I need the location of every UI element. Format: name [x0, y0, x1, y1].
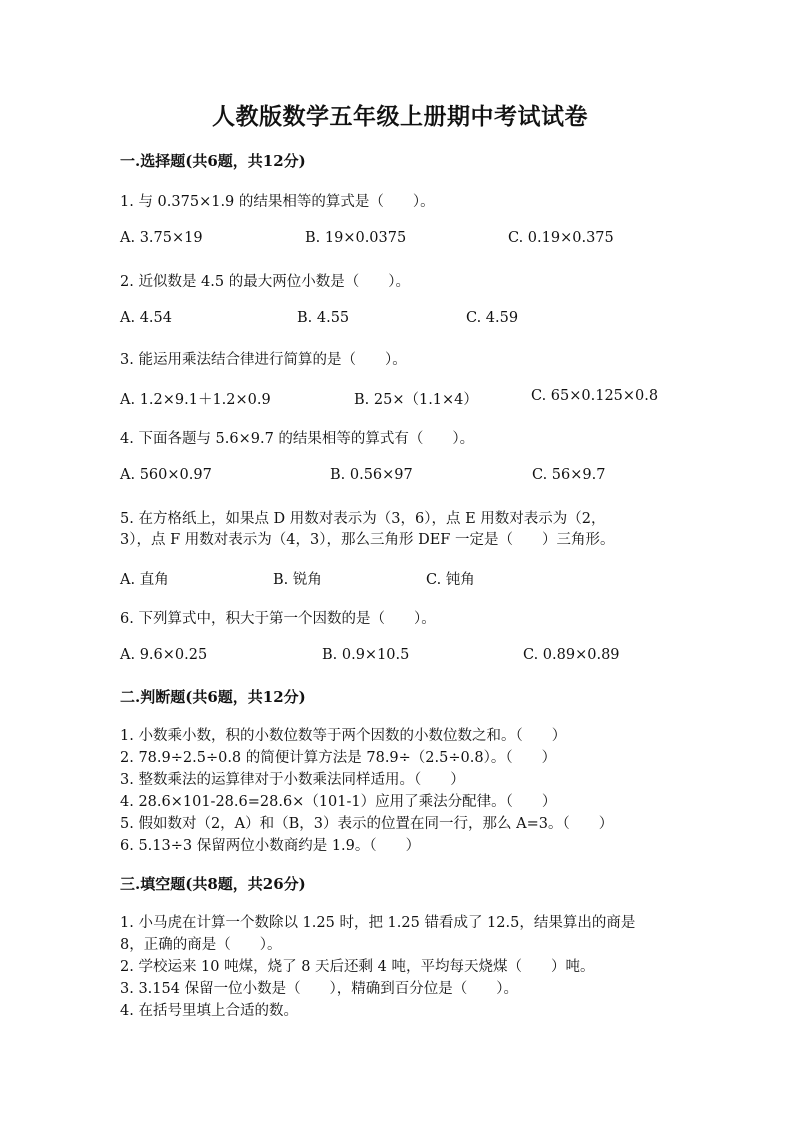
- question-2: 2. 近似数是 4.5 的最大两位小数是（ ）。: [120, 274, 410, 290]
- section-heading-fill-blank: 三.填空题(共8题，共26分): [120, 875, 306, 893]
- question-6: 6. 下列算式中，积大于第一个因数的是（ ）。: [120, 611, 436, 627]
- option-b: B. 25×（1.1×4）: [354, 392, 478, 408]
- option-c: C. 4.59: [466, 310, 519, 326]
- fill-blank-line: 8，正确的商是（ ）。: [120, 937, 282, 953]
- option-c: C. 56×9.7: [532, 467, 606, 483]
- judgment-item: 5. 假如数对（2，A）和（B，3）表示的位置在同一行，那么 A=3。（ ）: [120, 816, 614, 832]
- option-b: B. 19×0.0375: [305, 230, 407, 246]
- judgment-item: 3. 整数乘法的运算律对于小数乘法同样适用。（ ）: [120, 772, 465, 788]
- option-a: A. 3.75×19: [120, 230, 203, 246]
- option-c: C. 0.19×0.375: [508, 230, 614, 246]
- option-c: C. 钝角: [426, 572, 475, 588]
- section-heading-judgment: 二.判断题(共6题，共12分): [120, 688, 306, 706]
- question-4: 4. 下面各题与 5.6×9.7 的结果相等的算式有（ ）。: [120, 431, 475, 447]
- option-a: A. 直角: [120, 572, 169, 588]
- option-a: A. 560×0.97: [120, 467, 212, 483]
- fill-blank-line: 4. 在括号里填上合适的数。: [120, 1003, 298, 1019]
- option-b: B. 0.56×97: [330, 467, 413, 483]
- fill-blank-line: 3. 3.154 保留一位小数是（ ），精确到百分位是（ ）。: [120, 981, 519, 997]
- option-c: C. 65×0.125×0.8: [531, 388, 659, 404]
- option-b: B. 锐角: [273, 572, 322, 588]
- option-b: B. 4.55: [297, 310, 350, 326]
- judgment-item: 1. 小数乘小数，积的小数位数等于两个因数的小数位数之和。（ ）: [120, 728, 567, 744]
- fill-blank-line: 2. 学校运来 10 吨煤，烧了 8 天后还剩 4 吨，平均每天烧煤（ ）吨。: [120, 959, 595, 975]
- option-a: A. 9.6×0.25: [120, 647, 208, 663]
- judgment-item: 4. 28.6×101-28.6=28.6×（101-1）应用了乘法分配律。（ ）: [120, 794, 557, 810]
- question-5-line-2: 3），点 F 用数对表示为（4，3），那么三角形 DEF 一定是（ ）三角形。: [120, 532, 615, 548]
- option-b: B. 0.9×10.5: [322, 647, 410, 663]
- question-1: 1. 与 0.375×1.9 的结果相等的算式是（ ）。: [120, 194, 435, 210]
- section-heading-choice: 一.选择题(共6题，共12分): [120, 152, 306, 170]
- fill-blank-line: 1. 小马虎在计算一个数除以 1.25 时，把 1.25 错看成了 12.5，结果算出的商是: [120, 915, 636, 931]
- question-5-line-1: 5. 在方格纸上，如果点 D 用数对表示为（3，6），点 E 用数对表示为（2，: [120, 511, 606, 527]
- question-3: 3. 能运用乘法结合律进行简算的是（ ）。: [120, 352, 407, 368]
- option-c: C. 0.89×0.89: [523, 647, 620, 663]
- page-title: 人教版数学五年级上册期中考试试卷: [212, 103, 588, 130]
- option-a: A. 1.2×9.1＋1.2×0.9: [120, 392, 271, 408]
- option-a: A. 4.54: [120, 310, 172, 326]
- judgment-item: 2. 78.9÷2.5÷0.8 的简便计算方法是 78.9÷（2.5÷0.8）。（ ）: [120, 750, 557, 766]
- judgment-item: 6. 5.13÷3 保留两位小数商约是 1.9。（ ）: [120, 838, 421, 854]
